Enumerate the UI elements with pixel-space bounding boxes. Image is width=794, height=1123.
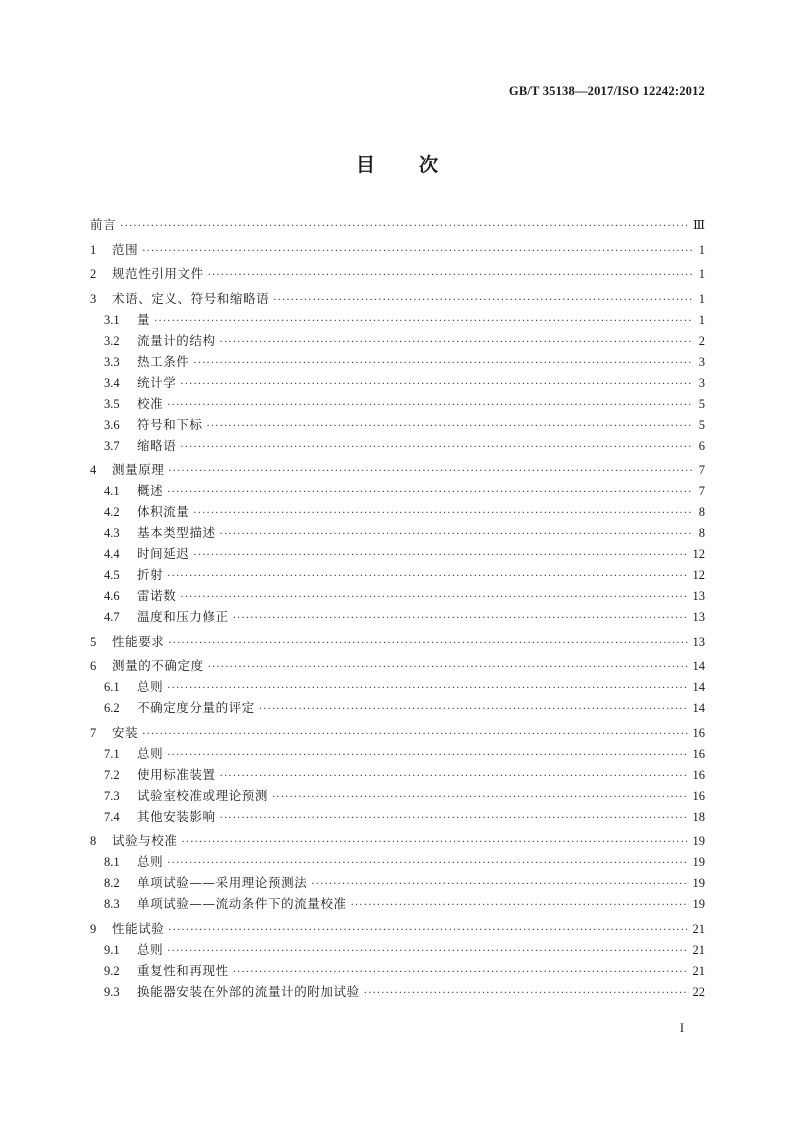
toc-entry-page: 16 [692,746,705,761]
toc-entry-number: 4.3 [104,526,120,540]
toc-chapter-entry[interactable] [90,214,705,235]
toc-entry-label: 单项试验——采用理论预测法 [137,875,308,890]
toc-entry-label: 范围 [112,241,139,257]
toc-entry-number: 9.1 [104,942,120,957]
toc-dot-leader [193,545,688,566]
toc-entry-page: 1 [698,242,705,257]
toc-entry-number: 3.3 [104,354,120,369]
toc-dot-leader [182,832,689,853]
toc-entry-page: 19 [692,834,705,848]
toc-entry-label: 规范性引用文件 [112,266,204,281]
toc-entry-page: 19 [692,855,705,869]
toc-entry-page: 1 [698,291,705,306]
toc-section-entry[interactable] [90,806,705,827]
toc-entry-page: 22 [692,984,705,999]
toc-entry-page: 13 [692,610,705,624]
toc-entry-page: 21 [692,921,705,936]
toc-entry-number: 6.2 [104,701,120,715]
toc-entry-label: 总则 [137,745,164,761]
toc-section-entry[interactable] [90,351,705,372]
toc-entry-number: 3 [90,291,97,306]
toc-entry-label: 总则 [137,854,164,869]
toc-entry-label: 总则 [137,679,164,694]
toc-entry-page: 18 [692,809,705,824]
toc-dot-leader [233,962,689,983]
toc-entry-number: 9 [90,921,97,936]
toc-dot-leader [220,524,693,545]
toc-entry-label: 体积流量 [137,504,190,519]
toc-dot-leader [311,874,688,895]
toc-section-entry[interactable] [90,585,705,606]
toc-entry-page: 5 [698,396,705,411]
toc-entry-page: 7 [698,484,705,498]
toc-dot-leader [273,290,693,311]
toc-entry-number: 8.2 [104,876,120,890]
toc-entry-label: 热工条件 [137,353,190,369]
toc-entry-label: 温度和压力修正 [137,609,229,624]
toc-entry-number: 4.7 [104,610,120,624]
toc-dot-leader [259,699,689,720]
toc-entry-number: 8 [90,834,97,848]
toc-chapter-entry[interactable] [90,631,705,652]
toc-entry-page: 5 [698,417,705,432]
page-number: I [679,1021,684,1035]
toc-chapter-entry[interactable] [90,263,705,284]
toc-entry-number: 4.1 [104,484,120,498]
toc-entry-number: 9.3 [104,984,120,999]
toc-dot-leader [168,461,693,482]
toc-dot-leader [167,941,688,962]
toc-entry-label: 时间延迟 [137,546,190,561]
toc-entry-page: 3 [698,354,705,369]
toc-entry-label: 符号和下标 [137,416,203,432]
toc-entry-number: 8.3 [104,897,120,911]
toc-entry-page: 8 [698,505,705,519]
toc-entry-number: 7.4 [104,809,120,824]
toc-entry-number: 1 [90,242,97,257]
toc-dot-leader [233,608,689,629]
page-title: 目次 [355,154,482,176]
toc-entry-number: 3.1 [104,312,120,327]
toc-entry-number: 3.5 [104,396,120,411]
toc-entry-number: 4.4 [104,547,120,561]
toc-dot-leader [142,241,693,262]
toc-entry-label: 基本类型描述 [137,525,216,540]
toc-entry-page: 13 [692,634,705,649]
toc-section-entry[interactable] [90,893,705,914]
toc-entry-page: 12 [692,547,705,561]
toc-section-entry[interactable] [90,872,705,893]
toc-entry-label: 单项试验——流动条件下的流量校准 [137,896,347,911]
toc-entry-label: 不确定度分量的评定 [137,700,255,715]
toc-section-entry[interactable] [90,697,705,718]
toc-section-entry[interactable] [90,414,705,435]
toc-entry-page: 2 [698,333,705,348]
toc-entry-number: 3.7 [104,438,120,453]
toc-entry-page: 16 [692,767,705,782]
toc-entry-page: 19 [692,876,705,890]
toc-dot-leader [272,787,688,808]
toc-entry-label: 性能要求 [112,633,165,649]
table-of-contents [90,214,705,1002]
toc-entry-page: 21 [692,942,705,957]
toc-entry-page: Ⅲ [692,218,705,232]
toc-entry-label: 使用标准装置 [137,766,216,782]
toc-chapter-entry[interactable] [90,655,705,676]
toc-dot-leader [351,895,689,916]
toc-dot-leader [180,437,693,458]
toc-section-entry[interactable] [90,522,705,543]
toc-entry-page: 8 [698,526,705,540]
toc-entry-number: 4.2 [104,505,120,519]
toc-entry-page: 16 [692,788,705,803]
toc-entry-label: 安装 [112,724,139,740]
toc-dot-leader [180,587,688,608]
toc-dot-leader [168,920,688,941]
toc-chapter-entry[interactable] [90,918,705,939]
toc-entry-number: 7.2 [104,767,120,782]
toc-entry-label: 雷诺数 [137,588,177,603]
toc-entry-label: 缩略语 [137,437,177,453]
toc-section-entry[interactable] [90,330,705,351]
toc-section-entry[interactable] [90,393,705,414]
toc-chapter-entry[interactable] [90,722,705,743]
toc-section-entry[interactable] [90,785,705,806]
toc-entry-label: 试验室校准或理论预测 [137,787,269,803]
toc-entry-label: 测量的不确定度 [112,658,204,673]
toc-entry-label: 统计学 [137,374,177,390]
toc-entry-page: 16 [692,725,705,740]
toc-section-entry[interactable] [90,743,705,764]
toc-dot-leader [168,633,688,654]
toc-entry-label: 试验与校准 [112,833,178,848]
toc-dot-leader [220,766,689,787]
toc-section-entry[interactable] [90,564,705,585]
toc-entry-page: 3 [698,375,705,390]
toc-entry-number: 5 [90,634,97,649]
toc-entry-label: 概述 [137,483,164,498]
toc-section-entry[interactable] [90,543,705,564]
toc-section-entry[interactable] [90,939,705,960]
toc-entry-number: 3.2 [104,333,120,348]
toc-entry-page: 1 [698,267,705,281]
toc-section-entry[interactable] [90,435,705,456]
toc-dot-leader [364,983,689,1004]
toc-entry-number: 4.6 [104,589,120,603]
toc-section-entry[interactable] [90,676,705,697]
document-code: GB/T 35138—2017/ISO 12242:2012 [508,84,705,98]
toc-dot-leader [207,416,693,437]
toc-dot-leader [193,353,693,374]
toc-entry-label: 折射 [137,567,164,582]
toc-entry-number: 6 [90,659,97,673]
toc-entry-number: 8.1 [104,855,120,869]
toc-dot-leader [220,808,689,829]
toc-section-entry[interactable] [90,606,705,627]
toc-entry-number: 3.6 [104,417,120,432]
toc-section-entry[interactable] [90,851,705,872]
toc-entry-label: 换能器安装在外部的流量计的附加试验 [137,983,360,999]
toc-dot-leader [167,678,688,699]
toc-dot-leader [142,724,688,745]
toc-entry-page: 13 [692,589,705,603]
toc-dot-leader [120,216,689,237]
toc-entry-page: 7 [698,463,705,477]
toc-dot-leader [167,482,693,503]
toc-section-entry[interactable] [90,309,705,330]
toc-entry-label: 重复性和再现性 [137,962,229,978]
toc-entry-label: 总则 [137,941,164,957]
toc-entry-page: 19 [692,897,705,911]
toc-dot-leader [167,745,688,766]
toc-entry-label: 量 [137,311,151,327]
toc-dot-leader [193,503,693,524]
toc-entry-number: 7.1 [104,746,120,761]
toc-entry-page: 14 [692,659,705,673]
toc-dot-leader [167,853,688,874]
toc-section-entry[interactable] [90,981,705,1002]
toc-dot-leader [167,395,693,416]
toc-dot-leader [220,332,693,353]
toc-entry-number: 9.2 [104,963,120,978]
toc-entry-page: 6 [698,438,705,453]
toc-entry-label: 测量原理 [112,462,165,477]
toc-entry-page: 1 [698,312,705,327]
toc-entry-page: 21 [692,963,705,978]
toc-entry-page: 14 [692,701,705,715]
toc-section-entry[interactable] [90,372,705,393]
toc-section-entry[interactable] [90,960,705,981]
toc-entry-label: 前言 [90,217,117,232]
toc-chapter-entry[interactable] [90,288,705,309]
toc-dot-leader [208,265,693,286]
toc-entry-label: 术语、定义、符号和缩略语 [112,290,270,306]
toc-entry-label: 流量计的结构 [137,332,216,348]
toc-dot-leader [180,374,693,395]
toc-entry-label: 性能试验 [112,920,165,936]
toc-entry-page: 14 [692,680,705,694]
toc-entry-page: 12 [692,568,705,582]
toc-section-entry[interactable] [90,764,705,785]
toc-entry-number: 4.5 [104,568,120,582]
toc-entry-label: 校准 [137,395,164,411]
toc-dot-leader [154,311,693,332]
toc-entry-number: 6.1 [104,680,120,694]
toc-dot-leader [208,657,689,678]
toc-entry-number: 2 [90,267,97,281]
toc-entry-label: 其他安装影响 [137,808,216,824]
toc-chapter-entry[interactable] [90,830,705,851]
toc-entry-number: 7.3 [104,788,120,803]
toc-section-entry[interactable] [90,480,705,501]
toc-section-entry[interactable] [90,501,705,522]
toc-entry-number: 4 [90,463,97,477]
toc-dot-leader [167,566,688,587]
toc-chapter-entry[interactable] [90,459,705,480]
toc-chapter-entry[interactable] [90,239,705,260]
toc-entry-number: 3.4 [104,375,120,390]
toc-entry-number: 7 [90,725,97,740]
